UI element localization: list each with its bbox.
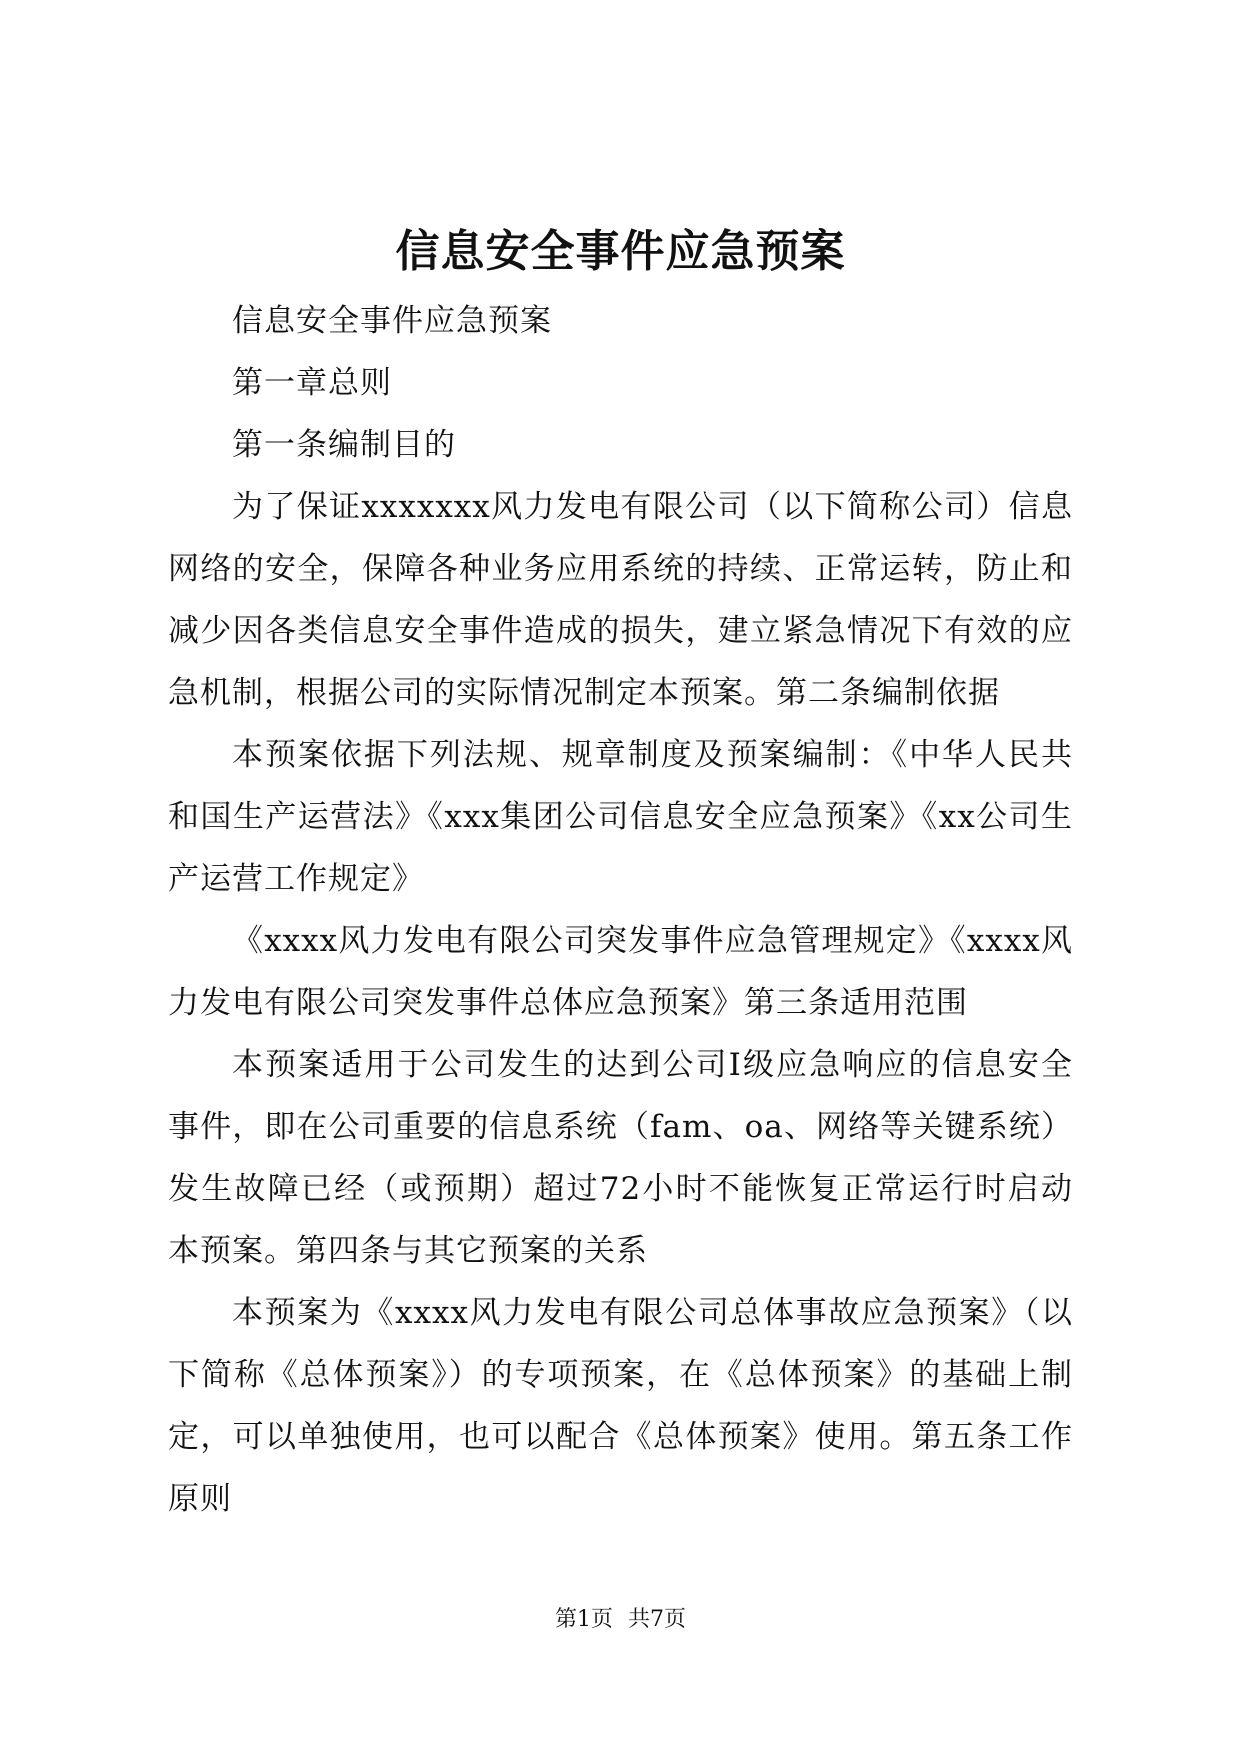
- paragraph: 本预案依据下列法规、规章制度及预案编制：《中华人民共和国生产运营法》《xxx集团公司信息安全应急预案》《xx公司生产运营工作规定》: [168, 737, 1073, 897]
- paragraph: 为了保证xxxxxxx风力发电有限公司（以下简称公司）信息网络的安全，保障各种业务应用系统的持续、正常运转，防止和减少因各类信息安全事件造成的损失，建立紧急情况下有效的应急机制，根据公司的实际情况制定本预案。第二条编制依据: [168, 489, 1073, 711]
- paragraph: 本预案为《xxxx风力发电有限公司总体事故应急预案》（以下简称《总体预案》）的专项预案，在《总体预案》的基础上制定，可以单独使用，也可以配合《总体预案》使用。第五条工作原则: [168, 1295, 1073, 1517]
- page-total: 共7页: [628, 1607, 686, 1632]
- paragraph: 信息安全事件应急预案: [232, 303, 552, 339]
- paragraph: 第一条编制目的: [232, 427, 456, 463]
- document-title: 信息安全事件应急预案: [395, 226, 846, 277]
- paragraph: 本预案适用于公司发生的达到公司Ⅰ级应急响应的信息安全事件，即在公司重要的信息系统（fam、oa、网络等关键系统）发生故障已经（或预期）超过72小时不能恢复正常运行时启动本预案。第四条与其它预案的关系: [168, 1047, 1073, 1269]
- paragraph: 第一章总则: [232, 365, 392, 401]
- document-body: [168, 290, 1073, 1530]
- page-footer: [0, 1605, 1241, 1635]
- page-number: 第1页: [555, 1607, 613, 1632]
- paragraph: 《xxxx风力发电有限公司突发事件应急管理规定》《xxxx风力发电有限公司突发事件总体应急预案》第三条适用范围: [168, 923, 1073, 1021]
